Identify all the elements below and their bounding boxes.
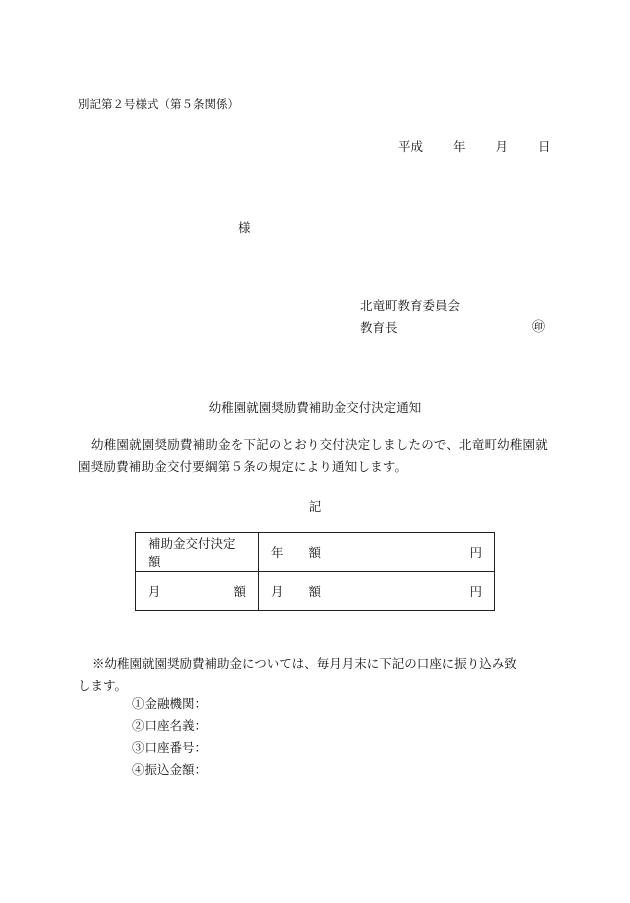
body-paragraph: 幼稚園就園奨励費補助金を下記のとおり交付決定しましたので、北竜町幼稚園就園奨励費補助金交付要綱第５条の規定により通知します。 — [78, 437, 548, 474]
list-item: ①金融機関： — [132, 696, 208, 711]
monthly-label-a: 月 — [148, 584, 161, 599]
annual-amount-cell — [259, 533, 495, 572]
monthly-label-cell — [136, 572, 259, 611]
yen-unit: 円 — [469, 545, 482, 560]
payment-note — [78, 653, 554, 697]
ki-heading: 記 — [308, 499, 322, 514]
date-year: 年 — [453, 139, 466, 154]
annual-amount-label: 年 額 — [271, 545, 322, 560]
list-item: ②口座名義： — [132, 718, 208, 733]
list-item: ④振込金額： — [132, 762, 208, 777]
monthly-label-b: 額 — [233, 584, 246, 599]
document-title: 幼稚園就園奨励費補助金交付決定通知 — [208, 400, 422, 415]
yen-unit: 円 — [469, 584, 482, 599]
grant-amount-label: 補助金交付決定額 — [136, 533, 259, 572]
seal-mark: ㊞ — [532, 320, 546, 335]
monthly-amount-label: 月 額 — [271, 584, 322, 599]
list-item: ③口座番号： — [132, 740, 208, 755]
monthly-amount-cell — [259, 572, 495, 611]
date-day: 日 — [538, 139, 551, 154]
payment-note-line2: します。 — [78, 678, 128, 693]
form-label: 別記第２号様式（第５条関係） — [78, 97, 239, 111]
grant-table — [135, 532, 495, 611]
table-row — [136, 533, 495, 572]
payment-note-line1: ※幼稚園就園奨励費補助金については、毎月月末に下記の口座に振り込み致 — [92, 656, 517, 671]
bank-info-list — [132, 693, 207, 781]
date-era: 平成 — [398, 139, 424, 154]
issuer-title: 教育長 — [360, 320, 398, 335]
date-month: 月 — [495, 139, 509, 154]
date-line — [398, 137, 551, 155]
table-row — [136, 572, 495, 611]
issuer-org: 北竜町教育委員会 — [360, 298, 461, 313]
addressee-suffix: 様 — [238, 220, 251, 235]
